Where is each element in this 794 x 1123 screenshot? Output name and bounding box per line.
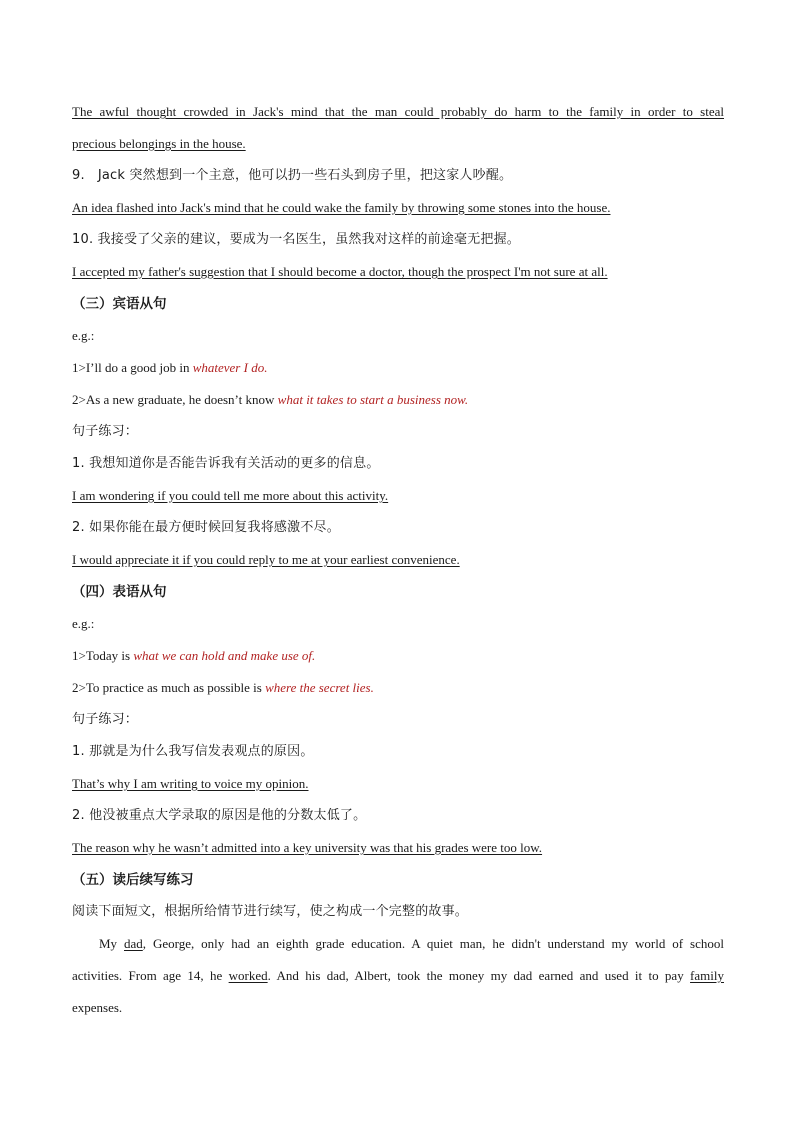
passage-line: My dad, George, only had an eighth grade education. A quiet man, he didn't understand my world of school [99,936,724,951]
eg-label: e.g.: [72,616,95,631]
item-prompt: 2. 如果你能在最方便时候回复我将感激不尽。 [72,520,340,535]
answer-sentence: The reason why he wasn’t admitted into a key university was that his grades were too low. [72,840,543,855]
item-prompt: Jack 突然想到一个主意，他可以扔一些石头到房子里，把这家人吵醒。 [97,168,513,183]
highlight-clause: what we can hold and make use of. [133,648,316,663]
exercise-item-10 [72,224,724,256]
underlined-word: dad [124,936,143,951]
section-heading-object-clause: （三）宾语从句 [72,296,167,312]
highlight-clause: where the secret lies. [265,680,374,695]
highlight-clause: what it takes to start a business now. [277,392,469,407]
text-line [72,832,724,864]
item-number: 9. [72,168,85,183]
instruction-text: 阅读下面短文，根据所给情节进行续写，使之构成一个完整的故事。 [72,904,469,919]
exercise-item-9 [72,160,724,192]
passage-line: expenses. [72,1000,123,1015]
text-line [72,128,724,160]
example-line: 1>I’ll do a good job in whatever I do. [72,360,268,375]
item-prompt: 1. 那就是为什么我写信发表观点的原因。 [72,744,314,759]
answer-sentence: I would appreciate it if you could reply to me at your earliest convenience. [72,552,460,567]
underlined-word: worked [228,968,268,983]
answer-sentence: That’s why I am writing to voice my opinion. [72,776,309,791]
answer-sentence: precious belongings in the house. [72,136,246,151]
answer-sentence: The awful thought crowded in Jack's mind that the man could probably do harm to the family in order to steal [72,104,724,119]
item-prompt: 2. 他没被重点大学录取的原因是他的分数太低了。 [72,808,367,823]
example-line: 1>Today is what we can hold and make use of. [72,648,316,663]
document-page [72,96,724,1024]
passage-line: activities. From age 14, he worked. And his dad, Albert, took the money my dad earned and used it to pay family [72,968,724,983]
answer-sentence: An idea flashed into Jack's mind that he could wake the family by throwing some stones into the house. [72,200,611,215]
eg-label: e.g.: [72,328,95,343]
text-line [72,480,724,512]
text-line [72,544,724,576]
answer-sentence: I am wondering if you could tell me more about this activity. [72,488,389,503]
text-line [72,96,724,128]
underlined-word: family [690,968,724,983]
highlight-clause: whatever I do. [192,360,268,375]
example-line: 2>To practice as much as possible is where the secret lies. [72,680,374,695]
example-line: 2>As a new graduate, he doesn’t know what it takes to start a business now. [72,392,469,407]
text-line [72,768,724,800]
section-heading-predicative-clause: （四）表语从句 [72,584,167,600]
text-line [72,256,724,288]
section-heading-continuation-writing: （五）读后续写练习 [72,872,194,888]
item-prompt: 10. 我接受了父亲的建议，要成为一名医生，虽然我对这样的前途毫无把握。 [72,232,521,247]
practice-label: 句子练习： [72,712,139,727]
text-line [72,192,724,224]
item-prompt: 1. 我想知道你是否能告诉我有关活动的更多的信息。 [72,456,380,471]
practice-label: 句子练习： [72,424,139,439]
answer-sentence: I accepted my father's suggestion that I should become a doctor, though the prospect I'm not sure at all. [72,264,608,279]
